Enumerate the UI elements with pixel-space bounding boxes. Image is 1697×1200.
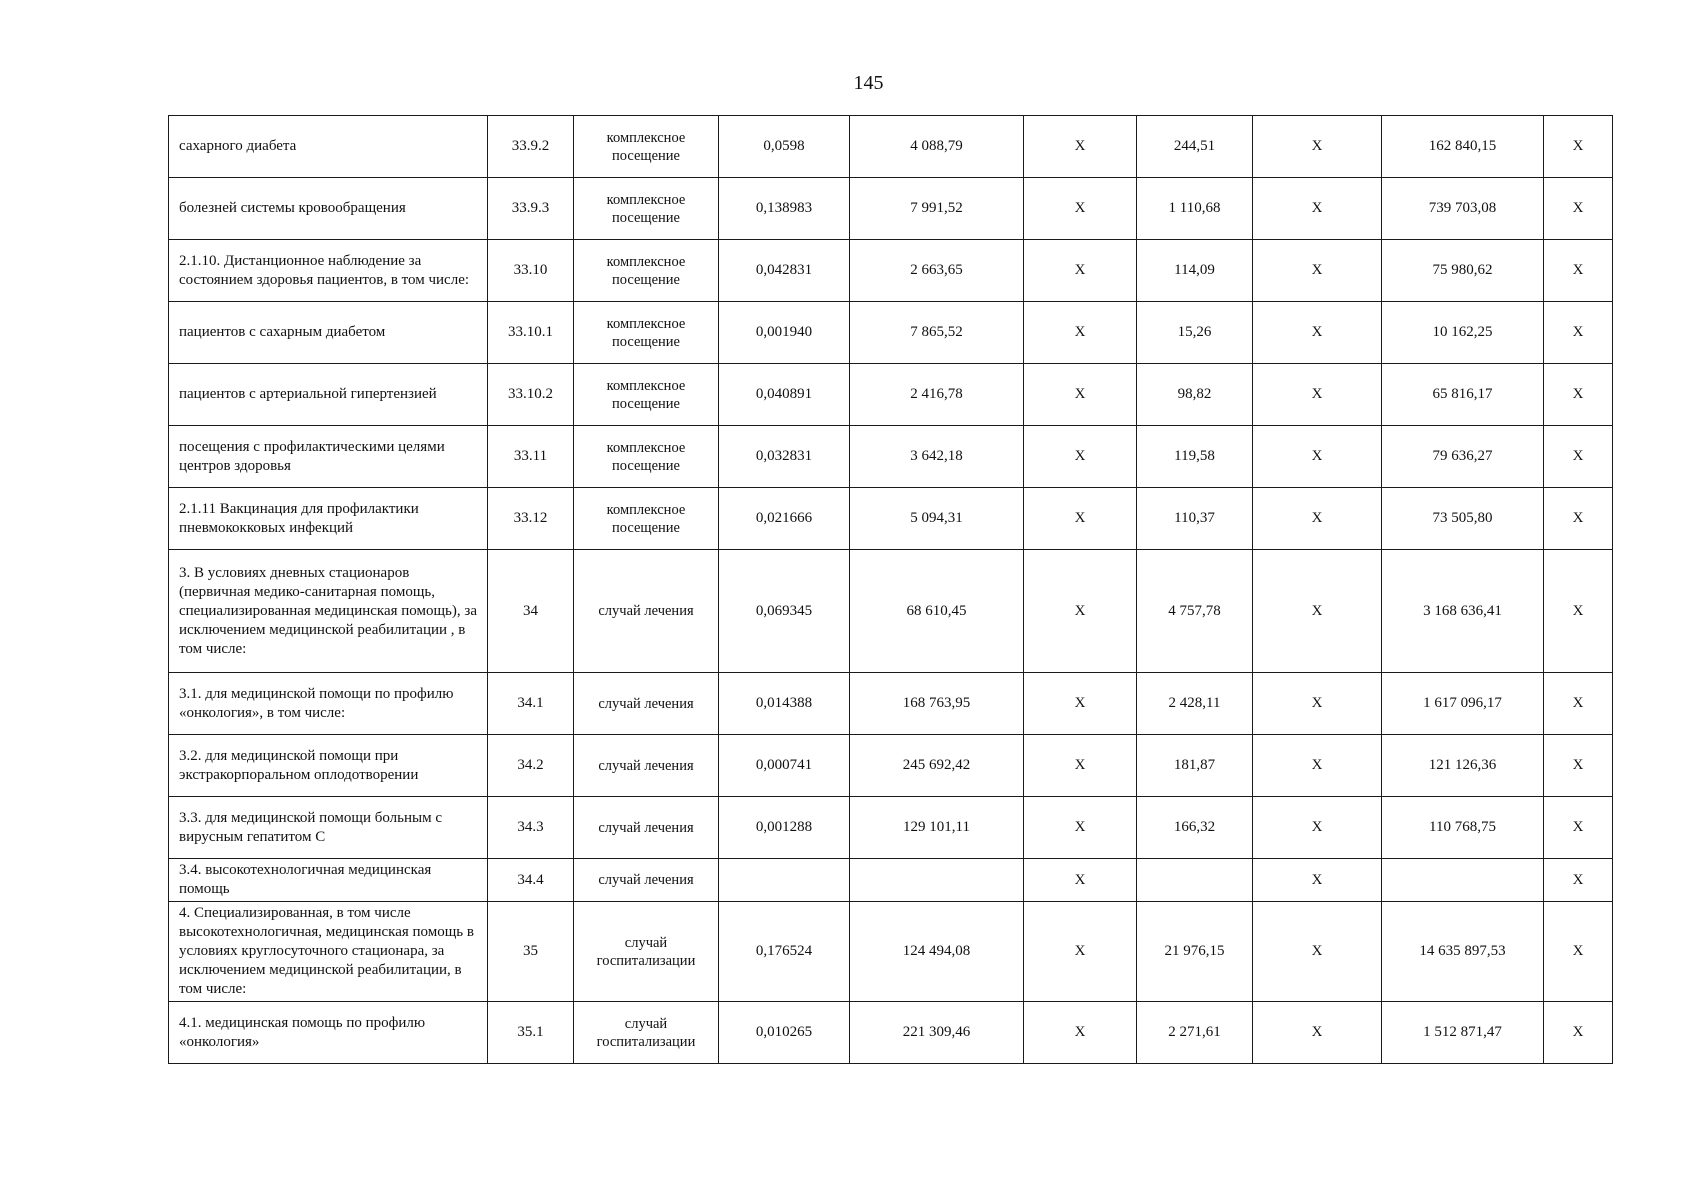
row-x-mark-1: X (1024, 116, 1137, 178)
row-per-capita-cell: 119,58 (1137, 426, 1253, 488)
row-unit-cell: комплексное посещение (574, 240, 719, 302)
row-per-capita-cell: 110,37 (1137, 488, 1253, 550)
row-x-mark-3: X (1544, 178, 1613, 240)
row-x-mark-2: X (1253, 550, 1382, 673)
row-x-mark-1: X (1024, 735, 1137, 797)
row-code-cell: 33.10.1 (488, 302, 574, 364)
row-rate-cell: 0,000741 (719, 735, 850, 797)
row-cost-cell: 7 865,52 (850, 302, 1024, 364)
row-total-cell (1382, 859, 1544, 902)
row-cost-cell: 7 991,52 (850, 178, 1024, 240)
row-name-cell: пациентов с сахарным диабетом (169, 302, 488, 364)
row-code-cell: 34.2 (488, 735, 574, 797)
row-total-cell: 162 840,15 (1382, 116, 1544, 178)
row-unit-cell: случай госпитализации (574, 902, 719, 1002)
row-cost-cell (850, 859, 1024, 902)
row-code-cell: 34.3 (488, 797, 574, 859)
row-total-cell: 739 703,08 (1382, 178, 1544, 240)
row-x-mark-2: X (1253, 178, 1382, 240)
row-total-cell: 3 168 636,41 (1382, 550, 1544, 673)
row-unit-cell: случай лечения (574, 550, 719, 673)
row-rate-cell: 0,010265 (719, 1002, 850, 1064)
row-x-mark-1: X (1024, 859, 1137, 902)
row-unit-cell: комплексное посещение (574, 488, 719, 550)
row-x-mark-1: X (1024, 178, 1137, 240)
row-cost-cell: 4 088,79 (850, 116, 1024, 178)
row-rate-cell: 0,001940 (719, 302, 850, 364)
row-name-cell: 4. Специализированная, в том числе высокотехнологичная, медицинская помощь в условиях круглосуточного стационара, за исключением медицинской реабилитации, в том числе: (169, 902, 488, 1002)
table-row (169, 178, 1613, 240)
row-name-cell: 3.1. для медицинской помощи по профилю «онкология», в том числе: (169, 673, 488, 735)
table-body (169, 116, 1613, 1064)
row-total-cell: 1 512 871,47 (1382, 1002, 1544, 1064)
table-row (169, 1002, 1613, 1064)
row-x-mark-3: X (1544, 426, 1613, 488)
row-x-mark-2: X (1253, 902, 1382, 1002)
row-per-capita-cell: 15,26 (1137, 302, 1253, 364)
row-rate-cell: 0,040891 (719, 364, 850, 426)
row-name-cell: 2.1.10. Дистанционное наблюдение за состоянием здоровья пациентов, в том числе: (169, 240, 488, 302)
row-x-mark-3: X (1544, 364, 1613, 426)
row-total-cell: 110 768,75 (1382, 797, 1544, 859)
row-code-cell: 33.10.2 (488, 364, 574, 426)
row-name-cell: 3. В условиях дневных стационаров (первичная медико-санитарная помощь, специализированная медицинская помощь), за исключением медицинской реабилитации , в том числе: (169, 550, 488, 673)
row-x-mark-3: X (1544, 116, 1613, 178)
row-total-cell: 65 816,17 (1382, 364, 1544, 426)
row-x-mark-1: X (1024, 550, 1137, 673)
table-row (169, 426, 1613, 488)
row-cost-cell: 2 663,65 (850, 240, 1024, 302)
row-rate-cell: 0,014388 (719, 673, 850, 735)
row-x-mark-3: X (1544, 673, 1613, 735)
row-code-cell: 33.9.2 (488, 116, 574, 178)
row-unit-cell: комплексное посещение (574, 426, 719, 488)
row-name-cell: сахарного диабета (169, 116, 488, 178)
row-x-mark-1: X (1024, 240, 1137, 302)
row-x-mark-1: X (1024, 426, 1137, 488)
row-x-mark-2: X (1253, 859, 1382, 902)
table-row (169, 735, 1613, 797)
row-cost-cell: 221 309,46 (850, 1002, 1024, 1064)
row-per-capita-cell: 2 428,11 (1137, 673, 1253, 735)
row-code-cell: 34.4 (488, 859, 574, 902)
table-row (169, 364, 1613, 426)
row-rate-cell: 0,032831 (719, 426, 850, 488)
row-x-mark-3: X (1544, 240, 1613, 302)
table-row (169, 673, 1613, 735)
row-cost-cell: 129 101,11 (850, 797, 1024, 859)
table-row (169, 797, 1613, 859)
row-unit-cell: комплексное посещение (574, 116, 719, 178)
row-x-mark-1: X (1024, 1002, 1137, 1064)
row-name-cell: болезней системы кровообращения (169, 178, 488, 240)
row-name-cell: 4.1. медицинская помощь по профилю «онкология» (169, 1002, 488, 1064)
row-per-capita-cell (1137, 859, 1253, 902)
row-x-mark-2: X (1253, 302, 1382, 364)
table-row (169, 902, 1613, 1002)
row-unit-cell: случай лечения (574, 859, 719, 902)
row-x-mark-3: X (1544, 302, 1613, 364)
row-x-mark-2: X (1253, 673, 1382, 735)
row-x-mark-2: X (1253, 116, 1382, 178)
row-per-capita-cell: 4 757,78 (1137, 550, 1253, 673)
row-per-capita-cell: 21 976,15 (1137, 902, 1253, 1002)
page-number: 145 (853, 72, 884, 94)
row-rate-cell: 0,001288 (719, 797, 850, 859)
row-x-mark-3: X (1544, 735, 1613, 797)
row-x-mark-2: X (1253, 488, 1382, 550)
row-x-mark-1: X (1024, 364, 1137, 426)
row-rate-cell: 0,069345 (719, 550, 850, 673)
row-name-cell: пациентов с артериальной гипертензией (169, 364, 488, 426)
row-cost-cell: 168 763,95 (850, 673, 1024, 735)
row-unit-cell: случай лечения (574, 735, 719, 797)
row-unit-cell: комплексное посещение (574, 364, 719, 426)
row-x-mark-3: X (1544, 1002, 1613, 1064)
table-row (169, 859, 1613, 902)
row-x-mark-1: X (1024, 902, 1137, 1002)
row-code-cell: 33.12 (488, 488, 574, 550)
row-rate-cell: 0,021666 (719, 488, 850, 550)
row-code-cell: 33.9.3 (488, 178, 574, 240)
row-name-cell: 3.4. высокотехнологичная медицинская помощь (169, 859, 488, 902)
table-row (169, 302, 1613, 364)
row-x-mark-3: X (1544, 902, 1613, 1002)
row-x-mark-1: X (1024, 797, 1137, 859)
row-name-cell: 3.2. для медицинской помощи при экстракорпоральном оплодотворении (169, 735, 488, 797)
row-x-mark-2: X (1253, 1002, 1382, 1064)
row-cost-cell: 2 416,78 (850, 364, 1024, 426)
table-row (169, 116, 1613, 178)
row-rate-cell: 0,138983 (719, 178, 850, 240)
row-x-mark-3: X (1544, 859, 1613, 902)
row-x-mark-1: X (1024, 302, 1137, 364)
row-x-mark-2: X (1253, 735, 1382, 797)
row-name-cell: 2.1.11 Вакцинация для профилактики пневмококковых инфекций (169, 488, 488, 550)
row-code-cell: 33.11 (488, 426, 574, 488)
row-code-cell: 34.1 (488, 673, 574, 735)
row-x-mark-3: X (1544, 797, 1613, 859)
table-row (169, 240, 1613, 302)
row-code-cell: 33.10 (488, 240, 574, 302)
row-unit-cell: случай лечения (574, 673, 719, 735)
row-total-cell: 1 617 096,17 (1382, 673, 1544, 735)
table-row (169, 488, 1613, 550)
row-cost-cell: 3 642,18 (850, 426, 1024, 488)
row-x-mark-2: X (1253, 240, 1382, 302)
row-cost-cell: 124 494,08 (850, 902, 1024, 1002)
row-cost-cell: 245 692,42 (850, 735, 1024, 797)
table-row (169, 550, 1613, 673)
row-code-cell: 35.1 (488, 1002, 574, 1064)
row-cost-cell: 5 094,31 (850, 488, 1024, 550)
row-per-capita-cell: 1 110,68 (1137, 178, 1253, 240)
row-unit-cell: комплексное посещение (574, 178, 719, 240)
row-total-cell: 75 980,62 (1382, 240, 1544, 302)
row-per-capita-cell: 114,09 (1137, 240, 1253, 302)
row-x-mark-1: X (1024, 488, 1137, 550)
row-rate-cell (719, 859, 850, 902)
row-total-cell: 79 636,27 (1382, 426, 1544, 488)
row-x-mark-2: X (1253, 797, 1382, 859)
financing-table (168, 115, 1613, 1064)
row-code-cell: 34 (488, 550, 574, 673)
row-rate-cell: 0,042831 (719, 240, 850, 302)
row-name-cell: 3.3. для медицинской помощи больным с вирусным гепатитом С (169, 797, 488, 859)
row-code-cell: 35 (488, 902, 574, 1002)
row-total-cell: 14 635 897,53 (1382, 902, 1544, 1002)
row-per-capita-cell: 244,51 (1137, 116, 1253, 178)
row-rate-cell: 0,0598 (719, 116, 850, 178)
row-cost-cell: 68 610,45 (850, 550, 1024, 673)
row-total-cell: 73 505,80 (1382, 488, 1544, 550)
row-unit-cell: случай лечения (574, 797, 719, 859)
row-total-cell: 121 126,36 (1382, 735, 1544, 797)
row-per-capita-cell: 98,82 (1137, 364, 1253, 426)
row-per-capita-cell: 166,32 (1137, 797, 1253, 859)
row-rate-cell: 0,176524 (719, 902, 850, 1002)
row-unit-cell: комплексное посещение (574, 302, 719, 364)
row-per-capita-cell: 2 271,61 (1137, 1002, 1253, 1064)
row-total-cell: 10 162,25 (1382, 302, 1544, 364)
row-x-mark-3: X (1544, 550, 1613, 673)
row-x-mark-1: X (1024, 673, 1137, 735)
row-unit-cell: случай госпитализации (574, 1002, 719, 1064)
row-x-mark-2: X (1253, 364, 1382, 426)
row-x-mark-2: X (1253, 426, 1382, 488)
row-name-cell: посещения с профилактическими целями центров здоровья (169, 426, 488, 488)
row-x-mark-3: X (1544, 488, 1613, 550)
row-per-capita-cell: 181,87 (1137, 735, 1253, 797)
